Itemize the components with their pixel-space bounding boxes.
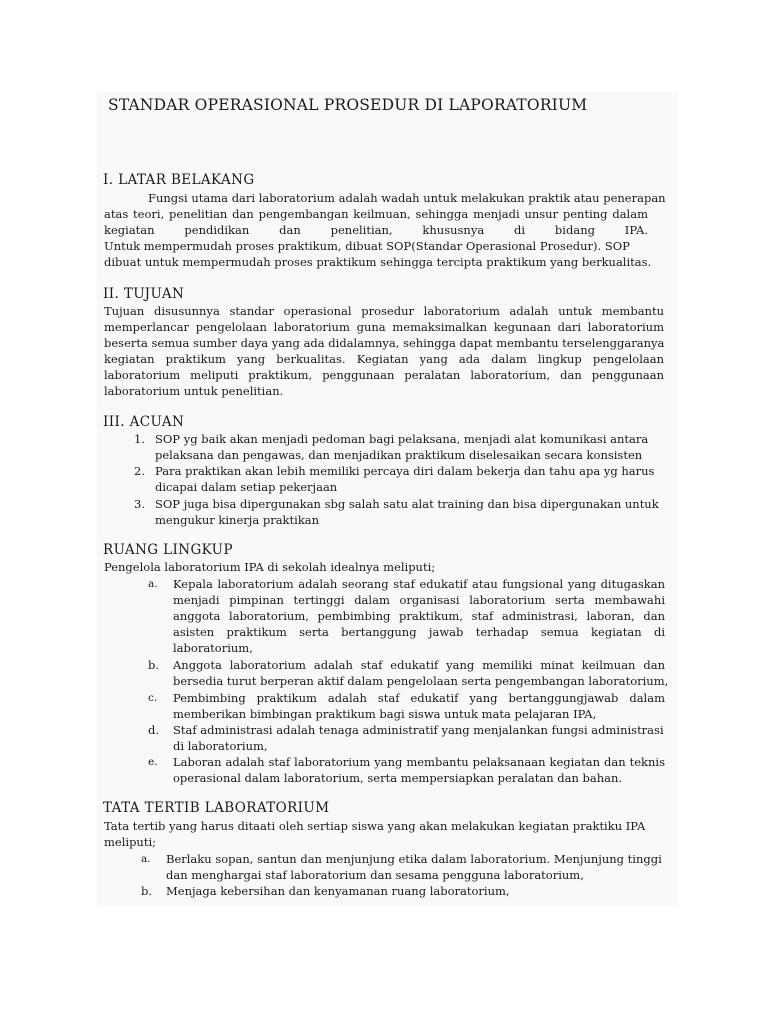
list-item-line: Staf administrasi adalah tenaga administratif yang menjalankan fungsi administrasi	[173, 723, 664, 737]
list-marker: a.	[148, 578, 158, 590]
list-item-line: asisten praktikum serta bertanggung jawab terhadap semua kegiatan di	[173, 625, 665, 639]
list-item-line: Para praktikan akan lebih memiliki percaya diri dalam bekerja dan tahu apa yg harus	[155, 464, 655, 478]
list-marker: 1.	[134, 432, 145, 446]
list-marker: 3.	[134, 497, 145, 511]
section-heading-ruang-lingkup: RUANG LINGKUP	[103, 542, 233, 558]
list-item-line: pelaksana dan pengawas, dan menjadikan praktikum diselesaikan secara konsisten	[155, 448, 643, 462]
list-item-line: anggota laboratorium, pembimbing praktikum, staf administrasi, laboran, dan	[173, 609, 665, 623]
list-item-line: Pembimbing praktikum adalah staf edukatif yang bertanggungjawab dalam	[173, 691, 665, 705]
list-item-line: mengukur kinerja praktikan	[155, 513, 320, 527]
section-heading-tujuan: II. TUJUAN	[103, 286, 185, 302]
section-heading-acuan: III. ACUAN	[103, 414, 185, 430]
list-marker: b.	[141, 884, 153, 898]
list-item-line: dicapai dalam setiap pekerjaan	[155, 480, 338, 494]
paragraph-line: Tata tertib yang harus ditaati oleh sertiap siswa yang akan melakukan kegiatan praktiku IPA	[104, 819, 646, 833]
paragraph-line: Pengelola laboratorium IPA di sekolah idealnya meliputi;	[104, 560, 436, 574]
list-item-line: Anggota laboratorium adalah staf edukatif yang memiliki minat keilmuan dan	[173, 658, 665, 672]
list-marker: c.	[148, 692, 158, 704]
paragraph-line: meliputi;	[104, 835, 157, 849]
list-marker: e.	[148, 756, 158, 768]
list-item-line: Menjaga kebersihan dan kenyamanan ruang laboratorium,	[166, 884, 510, 898]
list-item-line: bersedia turut berperan aktif dalam pengelolaan serta pengembangan laboratorium,	[173, 674, 669, 688]
list-item-line: operasional dalam laboratorium, serta mempersiapkan peralatan dan bahan.	[173, 771, 623, 785]
list-item-line: SOP juga bisa dipergunakan sbg salah satu alat training dan bisa dipergunakan untuk	[155, 497, 659, 511]
paragraph-line: Fungsi utama dari laboratorium adalah wadah untuk melakukan praktik atau penerapan	[148, 191, 666, 205]
list-item-line: laboratorium,	[173, 641, 253, 655]
list-item-line: menjadi pimpinan tertinggi dalam organisasi laboratorium serta membawahi	[173, 593, 665, 607]
section-heading-tata-tertib: TATA TERTIB LABORATORIUM	[103, 800, 330, 816]
section-heading-latar-belakang: I. LATAR BELAKANG	[103, 172, 255, 188]
paragraph-line: kegiatan pendidikan dan penelitian, khususnya di bidang IPA.	[104, 223, 648, 237]
paragraph-line: Untuk mempermudah proses praktikum, dibuat SOP(Standar Operasional Prosedur). SOP	[104, 239, 630, 253]
list-item-line: Kepala laboratorium adalah seorang staf edukatif atau fungsional yang ditugaskan	[173, 577, 665, 591]
list-item-line: dan menghargai staf laboratorium dan sesama pengguna laboratorium,	[166, 868, 584, 882]
paragraph-line: Tujuan disusunnya standar operasional prosedur laboratorium adalah untuk membantu	[104, 304, 664, 318]
paragraph-line: kegiatan praktikum yang berkualitas. Kegiatan yang ada dalam lingkup pengelolaan	[104, 352, 664, 366]
list-marker: a.	[141, 853, 151, 865]
paragraph-line: dibuat untuk mempermudah proses praktikum sehingga tercipta praktikum yang berkualitas.	[104, 255, 652, 269]
list-item-line: Laboran adalah staf laboratorium yang membantu pelaksanaan kegiatan dan teknis	[173, 755, 665, 769]
document-title: STANDAR OPERASIONAL PROSEDUR DI LAPORATORIUM	[108, 96, 588, 114]
list-marker: d.	[148, 723, 160, 737]
paragraph-line: memperlancar pengelolaan laboratorium guna memaksimalkan kegunaan dari laboratorium	[104, 320, 664, 334]
list-marker: b.	[148, 658, 160, 672]
list-item-line: memberikan bimbingan praktikum bagi siswa untuk mata pelajaran IPA,	[173, 707, 597, 721]
list-marker: 2.	[134, 464, 145, 478]
list-item-line: Berlaku sopan, santun dan menjunjung etika dalam laboratorium. Menjunjung tinggi	[166, 852, 662, 866]
paragraph-line: laboratorium untuk penelitian.	[104, 384, 284, 398]
paragraph-line: atas teori, penelitian dan pengembangan keilmuan, sehingga menjadi unsur penting dalam	[104, 207, 648, 221]
list-item-line: di laboratorium,	[173, 739, 268, 753]
paragraph-line: beserta semua sumber daya yang ada didalamnya, sehingga dapat membantu terselenggaranya	[104, 336, 665, 350]
list-item-line: SOP yg baik akan menjadi pedoman bagi pelaksana, menjadi alat komunikasi antara	[155, 432, 649, 446]
paragraph-line: laboratorium meliputi praktikum, penggunaan peralatan laboratorium, dan penggunaan	[104, 368, 664, 382]
